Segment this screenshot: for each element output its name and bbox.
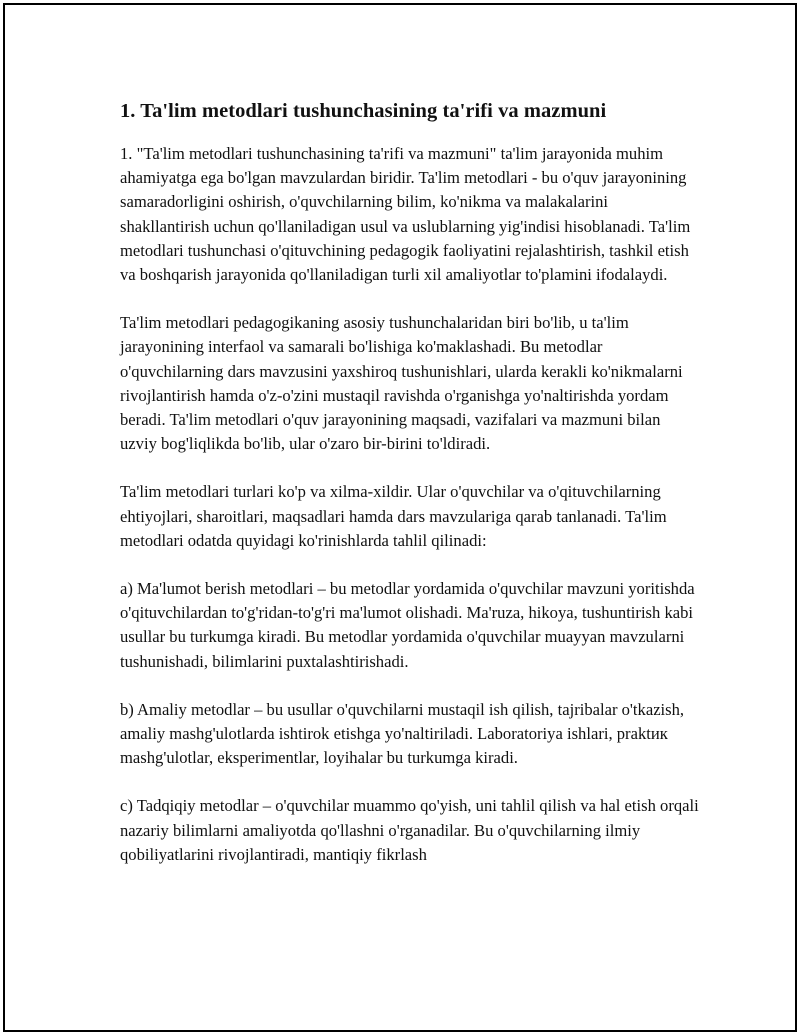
paragraph-intro: 1. "Ta'lim metodlari tushunchasining ta'rifi va mazmuni" ta'lim jarayonida muhim ahamiyatga ega bo'lgan mavzulardan biridir. Ta'lim metodlari - bu o'quv jarayonining samaradorligini oshirish, o'quvchilarning bilim, ko'nikma va malakalarini shakllantirish uchun qo'llaniladigan usul va uslublarning yig'indisi hisoblanadi. Ta'lim metodlari tushunchasi o'qituvchining pedagogik faoliyatini rejalashtirish, tashkil etish va boshqarish jarayonida qo'llaniladigan turli xil amaliyotlar to'plamini ifodalaydi. <box>120 144 691 285</box>
section-heading: 1. Ta'lim metodlari tushunchasining ta'rifi va mazmuni <box>120 100 607 122</box>
paragraph-method-types: Ta'lim metodlari turlari ko'p va xilma-xildir. Ular o'quvchilar va o'qituvchilarning ehtiyojlari, sharoitlari, maqsadlari hamda dars mavzulariga qarab tanlanadi. Ta'lim metodlari odatda quyidagi ko'rinishlarda tahlil qilinadi: <box>120 482 667 550</box>
paragraph-info-methods: a) Ma'lumot berish metodlari – bu metodlar yordamida o'quvchilar mavzuni yoritishda o'qituvchilardan to'g'ridan-to'g'ri ma'lumot olishadi. Ma'ruza, hikoya, tushuntirish kabi usullar bu turkumga kiradi. Bu metodlar yordamida o'quvchilar muayyan mavzularni tushunishadi, bilimlarini puxtalashtirishadi. <box>120 579 695 671</box>
paragraph-pedagogy: Ta'lim metodlari pedagogikaning asosiy tushunchalaridan biri bo'lib, u ta'lim jarayonining interfaol va samarali bo'lishiga ko'maklashadi. Bu metodlar o'quvchilarning dars mavzusini yaxshiroq tushunishlari, ularda kerakli ko'nikmalarni rivojlantirish hamda o'z-o'zini mustaqil ravishda o'rganishga yo'naltirishda yordam beradi. Ta'lim metodlari o'quv jarayonining maqsadi, vazifalari va mazmuni bilan uzviy bog'liqlikda bo'lib, ular o'zaro bir-birini to'ldiradi. <box>120 313 683 454</box>
document-content <box>120 97 700 891</box>
paragraph-research-methods: c) Tadqiqiy metodlar – o'quvchilar muammo qo'yish, uni tahlil qilish va hal etish orqali nazariy bilimlarni amaliyotda qo'llashni o'rganadilar. Bu o'quvchilarning ilmiy qobiliyatlarini rivojlantiradi, mantiqiy fikrlash <box>120 796 699 864</box>
document-page <box>3 3 797 1032</box>
paragraph-practical-methods: b) Amaliy metodlar – bu usullar o'quvchilarni mustaqil ish qilish, tajribalar o'tkazish, amaliy mashg'ulotlarda ishtirok etishga yo'naltiriladi. Laboratoriya ishlari, praktик mashg'ulotlar, eksperimentlar, loyihalar bu turkumga kiradi. <box>120 699 685 768</box>
